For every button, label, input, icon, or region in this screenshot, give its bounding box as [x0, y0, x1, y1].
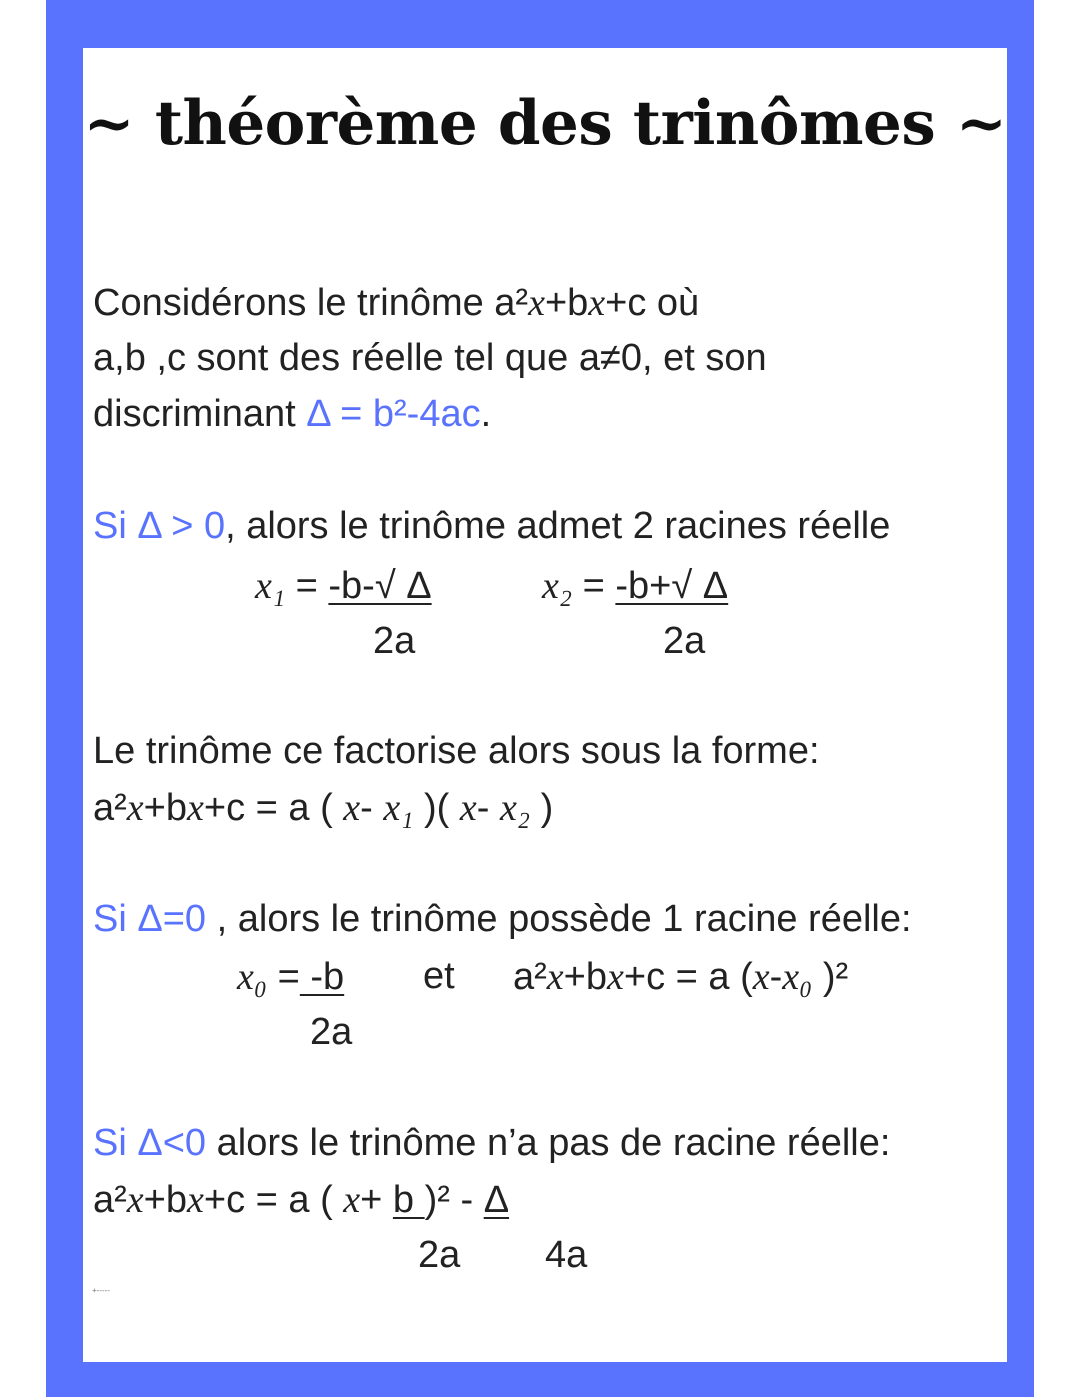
- case-text: alors le trinôme n’a pas de racine réelle:: [216, 1122, 891, 1164]
- stray-mark: +-----: [92, 1286, 110, 1295]
- intro-text: Considérons le trinôme a²: [93, 282, 529, 324]
- var-x2: x₂: [542, 565, 573, 607]
- formula-text: -: [360, 787, 384, 829]
- var-x: x: [126, 787, 144, 829]
- x0-numerator: -b: [299, 956, 345, 998]
- formula-text: -: [769, 956, 783, 998]
- formula-text: +b: [143, 1179, 187, 1221]
- var-x: x: [546, 956, 564, 998]
- factor-formula: [93, 786, 553, 830]
- var-x: x: [752, 956, 770, 998]
- var-x0: x₀: [782, 956, 813, 998]
- formula-text: )(: [413, 787, 460, 829]
- formula-text: +c = a (: [203, 787, 344, 829]
- formula-text: -: [476, 787, 500, 829]
- square-form: [513, 955, 848, 999]
- formula-text: +: [360, 1179, 393, 1221]
- intro-line-1: [93, 281, 699, 325]
- intro-text: .: [480, 393, 492, 435]
- var-x1: x₁: [255, 565, 286, 607]
- formula-text: ): [530, 787, 554, 829]
- case-negative-heading: [93, 1122, 890, 1165]
- var-x: x: [528, 282, 545, 324]
- var-x: x: [187, 787, 204, 829]
- condition-positive: Si Δ > 0: [93, 505, 226, 547]
- formula-text: +b: [143, 787, 187, 829]
- formula-text: +c = a (: [203, 1179, 344, 1221]
- b-denominator: 2a: [418, 1234, 461, 1276]
- x1-numerator: -b-√ Δ: [328, 565, 432, 607]
- x2-numerator: -b+√ Δ: [615, 565, 729, 607]
- delta-denominator: 4a: [545, 1234, 588, 1276]
- var-x0: x₀: [237, 956, 268, 998]
- intro-text: discriminant: [93, 393, 307, 435]
- case-text: , alors le trinôme possède 1 racine réelle:: [216, 898, 912, 940]
- formula-text: +c = a (: [623, 956, 753, 998]
- intro-line-2: a,b ,c sont des réelle tel que a≠0, et son: [93, 337, 767, 379]
- var-x: x: [126, 1179, 144, 1221]
- case-positive-heading: [93, 505, 890, 548]
- condition-zero: Si Δ=0: [93, 898, 217, 940]
- formula-text: a²: [513, 956, 547, 998]
- intro-text: +c où: [605, 282, 700, 324]
- x1-denominator: 2a: [373, 620, 416, 662]
- var-x: x: [343, 1179, 361, 1221]
- equals-sign: =: [285, 565, 329, 607]
- var-x: x: [343, 787, 361, 829]
- intro-line-3: [93, 393, 491, 436]
- intro-text: +b: [544, 282, 589, 324]
- var-x: x: [607, 956, 624, 998]
- var-x: x: [187, 1179, 204, 1221]
- canonical-form: [93, 1178, 509, 1222]
- case-zero-heading: [93, 898, 912, 941]
- root-x2-formula: [542, 564, 728, 608]
- delta-numerator: Δ: [483, 1179, 510, 1221]
- equals-sign: =: [572, 565, 616, 607]
- var-x: x: [459, 787, 477, 829]
- discriminant-formula: Δ = b²-4ac: [306, 393, 481, 435]
- x0-denominator: 2a: [310, 1011, 353, 1053]
- formula-text: +b: [563, 956, 607, 998]
- condition-negative: Si Δ<0: [93, 1122, 217, 1164]
- formula-text: a²: [93, 1179, 127, 1221]
- var-x2: x₂: [499, 787, 531, 829]
- formula-text: )²: [812, 956, 849, 998]
- factor-heading: Le trinôme ce factorise alors sous la forme:: [93, 730, 820, 772]
- equals-sign: =: [267, 956, 300, 998]
- formula-text: )² -: [424, 1179, 484, 1221]
- root-x0-formula: [237, 955, 344, 999]
- root-x1-formula: [255, 564, 432, 608]
- x2-denominator: 2a: [663, 620, 706, 662]
- b-numerator: b: [392, 1179, 425, 1221]
- page-title: ~ théorème des trinômes ~: [83, 88, 1007, 159]
- var-x1: x₁: [383, 787, 414, 829]
- var-x: x: [588, 282, 606, 324]
- et-word: et: [423, 955, 455, 997]
- case-text: , alors le trinôme admet 2 racines réelle: [225, 505, 891, 547]
- formula-text: a²: [93, 787, 127, 829]
